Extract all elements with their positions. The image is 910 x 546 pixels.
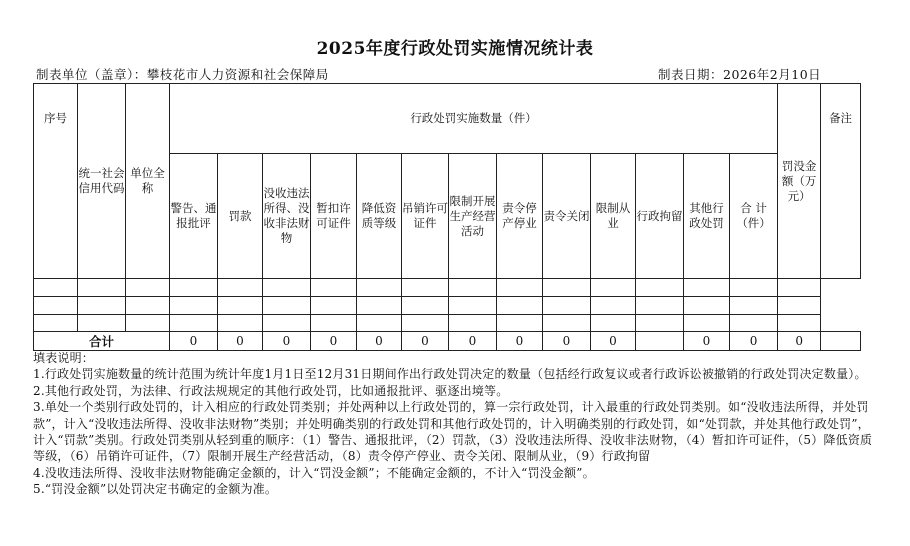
total-remarks [821,332,861,351]
table-row [34,297,861,315]
total-cell: 0 [402,332,449,351]
header-confiscation: 罚没金额（万元） [778,84,821,279]
header-count-group: 行政处罚实施数量（件） [170,84,778,154]
sub-header-revoke-license: 吊销许可证件 [402,154,449,279]
total-cell: 0 [357,332,402,351]
total-row [34,332,861,351]
total-cell: 0 [170,332,218,351]
total-cell: 0 [591,332,636,351]
total-cell: 0 [263,332,311,351]
sub-header-suspend-license: 暂扣许可证件 [311,154,357,279]
sub-header-restrict-production: 限制开展生产经营活动 [449,154,497,279]
sub-header-warning: 警告、通报批评 [170,154,218,279]
header-unit-name: 单位全称 [126,84,170,279]
page-title: 2025年度行政处罚实施情况统计表 [316,39,594,59]
total-cell: 0 [311,332,357,351]
sub-header-fine: 罚款 [218,154,263,279]
sub-header-detention: 行政拘留 [636,154,684,279]
header-remarks: 备注 [821,84,861,279]
total-cell [636,332,684,351]
header-row [34,84,861,154]
sub-header-other-penalty: 其他行政处罚 [684,154,730,279]
sub-header-order-suspension: 责令停产停业 [497,154,543,279]
total-cell: 0 [449,332,497,351]
header-seq: 序号 [34,84,78,279]
sub-header-order-closure: 责令关闭 [543,154,591,279]
total-cell: 0 [497,332,543,351]
table-row [34,279,861,297]
sub-header-subtotal: 合 计（件） [730,154,778,279]
sub-header-lower-qualification: 降低资质等级 [357,154,402,279]
total-cell: 0 [684,332,730,351]
total-cell: 0 [218,332,263,351]
sub-header-confiscate: 没收违法所得、没收非法财物 [263,154,311,279]
report-date: 制表日期：2026年2月10日 [658,67,822,82]
header-credit-code: 统一社会信用代码 [78,84,126,279]
filling-instructions [33,350,878,498]
statistics-table [33,83,861,351]
sub-header-restrict-employment: 限制从业 [591,154,636,279]
total-cell: 0 [778,332,821,351]
total-cell: 0 [543,332,591,351]
note-item: 1.行政处罚实施数量的统计范围为统计年度1月1日至12月31日期间作出行政处罚决定的数量（包括经行政复议或者行政诉讼被撤销的行政处罚决定数量）。 [33,367,867,382]
notes-heading: 填表说明： [33,351,95,365]
reporting-unit: 制表单位（盖章）：攀枝花市人力资源和社会保障局 [36,67,329,82]
total-label: 合计 [34,332,170,351]
table-row [34,315,861,332]
note-item: 3.单处一个类别行政处罚的，计入相应的行政处罚类别；并处两种以上行政处罚的，算一宗行政处罚，计入最重的行政处罚类别。如“没收违法所得，并处罚款”，计入“没收违法所得、没收非法财物”类别；并处明确类别的行政处罚和其他行政处罚的，计入明确类别的行政处罚，如“处罚款，并处其他行政处罚”，计入“罚款”类别。行政处罚类别从轻到重的顺序：（1）警告、通报批评，（2）罚款，（3）没收违法所得、没收非法财物，（4）暂扣许可证件，（5）降低资质等级，（6）吊销许可证件，（7）限制开展生产经营活动，（8）责令停产停业、责令关闭、限制从业，（9）行政拘留 [33,400,873,464]
note-item: 2.其他行政处罚，为法律、行政法规规定的其他行政处罚，比如通报批评、驱逐出境等。 [33,383,509,398]
note-item: 5.“罚没金额”以处罚决定书确定的金额为准。 [33,482,278,497]
total-cell: 0 [730,332,778,351]
note-item: 4.没收违法所得、没收非法财物能确定金额的，计入“罚没金额”；不能确定金额的，不计入“罚没金额”。 [33,465,595,480]
